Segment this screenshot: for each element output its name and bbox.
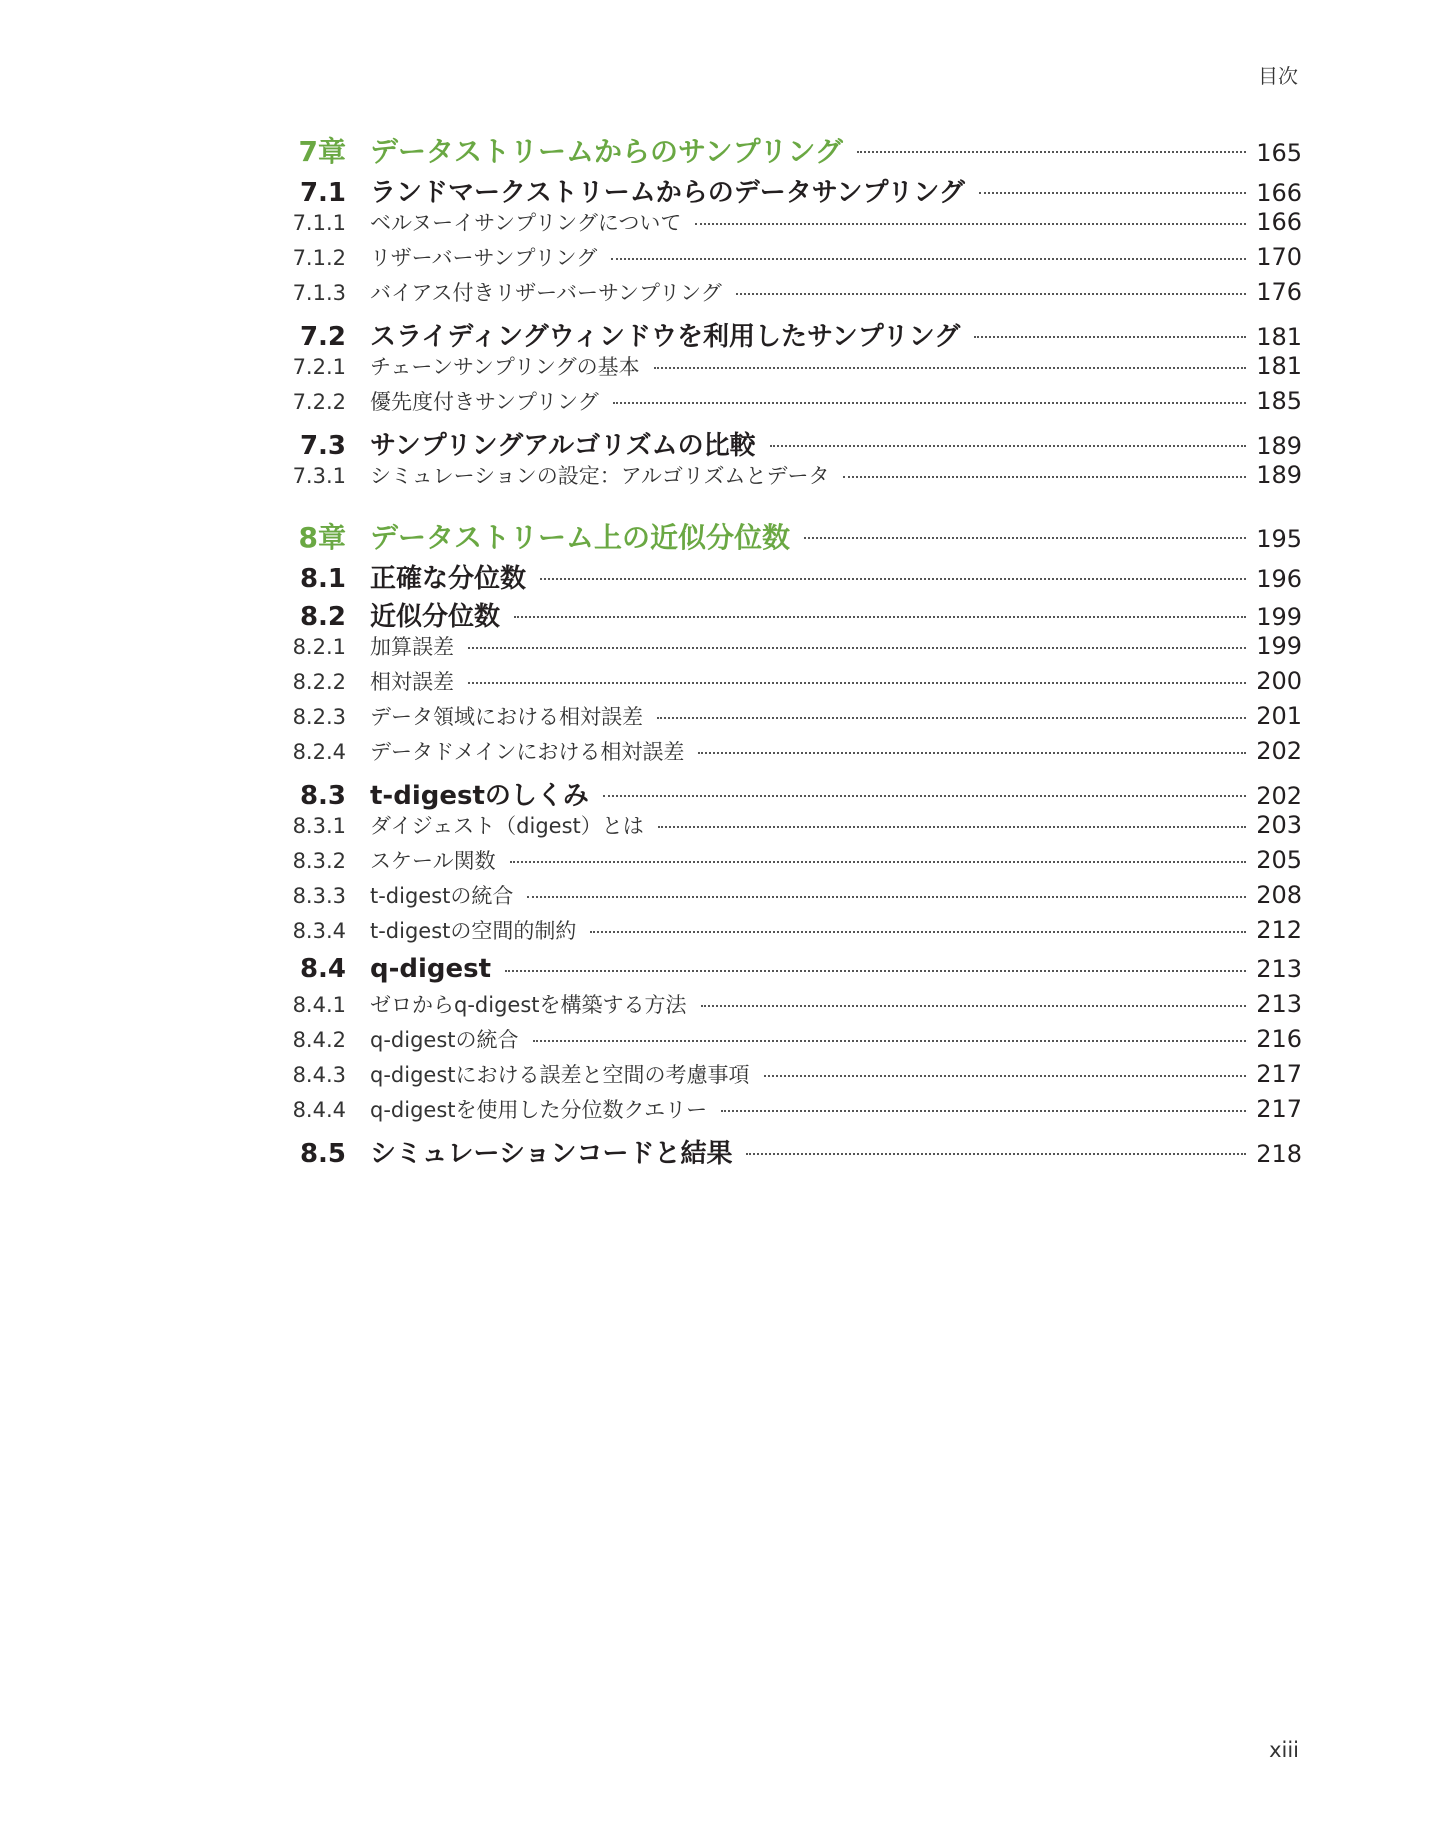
toc-number: 8.3.1 xyxy=(292,814,346,838)
dot-leader xyxy=(804,537,1246,539)
toc-subsection-row[interactable] xyxy=(290,1024,1302,1054)
toc-page-number: 189 xyxy=(1256,461,1302,489)
toc-section-row[interactable] xyxy=(290,596,1302,633)
toc-page-number: 189 xyxy=(1256,432,1302,460)
toc-section-row[interactable] xyxy=(290,425,1302,462)
dot-leader xyxy=(505,970,1246,972)
toc-number: 8.3.3 xyxy=(292,884,346,908)
toc-section-row[interactable] xyxy=(290,316,1302,353)
toc-page-number: 208 xyxy=(1256,881,1302,909)
toc-section-row[interactable] xyxy=(290,954,1302,984)
toc-page-number: 212 xyxy=(1256,916,1302,944)
toc-number: 7章 xyxy=(298,135,346,168)
toc-section-row[interactable] xyxy=(290,1133,1302,1170)
dot-leader xyxy=(611,258,1246,260)
dot-leader xyxy=(736,293,1246,295)
toc-title: バイアス付きリザーバーサンプリング xyxy=(370,281,722,305)
toc-page-number: 216 xyxy=(1256,1025,1302,1053)
toc-page-number: 202 xyxy=(1256,782,1302,810)
toc-title: ランドマークストリームからのデータサンプリング xyxy=(370,178,965,208)
toc-page-number: 181 xyxy=(1256,352,1302,380)
toc-page-number: 170 xyxy=(1256,243,1302,271)
toc-page-number: 199 xyxy=(1256,632,1302,660)
toc-number: 7.3 xyxy=(299,431,346,461)
toc-number: 8.2.2 xyxy=(292,670,346,694)
toc-number: 7.3.1 xyxy=(292,464,346,488)
toc-page-number: 176 xyxy=(1256,278,1302,306)
toc-subsection-row[interactable] xyxy=(290,666,1302,696)
dot-leader xyxy=(746,1153,1246,1155)
running-head: 目次 xyxy=(1258,64,1298,88)
toc-number: 8章 xyxy=(298,521,346,554)
toc-title: t-digestの空間的制約 xyxy=(370,919,577,943)
toc-page-number: 205 xyxy=(1256,846,1302,874)
toc-title: q-digestの統合 xyxy=(370,1028,519,1052)
toc-title: データストリーム上の近似分位数 xyxy=(370,521,791,554)
dot-leader xyxy=(468,682,1246,684)
toc-subsection-row[interactable] xyxy=(290,989,1302,1019)
toc-page-number: 195 xyxy=(1256,525,1302,553)
dot-leader xyxy=(701,1005,1247,1007)
toc-subsection-row[interactable] xyxy=(290,880,1302,910)
toc-number: 8.4.4 xyxy=(292,1098,346,1122)
toc-title: 加算誤差 xyxy=(370,635,454,659)
dot-leader xyxy=(603,795,1246,797)
toc-title: スライディングウィンドウを利用したサンプリング xyxy=(370,322,961,352)
dot-leader xyxy=(613,402,1246,404)
toc-title: データドメインにおける相対誤差 xyxy=(370,740,685,764)
page-number: xiii xyxy=(1269,1738,1299,1762)
toc-page-number: 199 xyxy=(1256,603,1302,631)
toc-section-row[interactable] xyxy=(290,172,1302,209)
dot-leader xyxy=(857,151,1246,153)
toc-title: シミュレーションの設定：アルゴリズムとデータ xyxy=(370,464,830,488)
dot-leader xyxy=(657,717,1246,719)
toc-number: 8.3.4 xyxy=(292,919,346,943)
dot-leader xyxy=(764,1075,1247,1077)
toc-subsection-row[interactable] xyxy=(290,460,1302,490)
dot-leader xyxy=(533,1040,1247,1042)
toc-subsection-row[interactable] xyxy=(290,1094,1302,1124)
toc-number: 7.2.1 xyxy=(292,355,346,379)
toc-title: ダイジェスト（digest）とは xyxy=(370,814,644,838)
toc-subsection-row[interactable] xyxy=(290,242,1302,272)
toc-number: 7.1.3 xyxy=(292,281,346,305)
toc-page-number: 218 xyxy=(1256,1140,1302,1168)
toc-subsection-row[interactable] xyxy=(290,386,1302,416)
toc-number: 7.1.1 xyxy=(292,211,346,235)
toc-number: 8.2.4 xyxy=(292,740,346,764)
toc-number: 8.4.3 xyxy=(292,1063,346,1087)
toc-title: t-digestの統合 xyxy=(370,884,514,908)
toc-page-number: 200 xyxy=(1256,667,1302,695)
toc-page-number: 217 xyxy=(1256,1095,1302,1123)
dot-leader xyxy=(654,367,1247,369)
toc-page-number: 196 xyxy=(1256,565,1302,593)
toc-title: 相対誤差 xyxy=(370,670,454,694)
toc-subsection-row[interactable] xyxy=(290,207,1302,237)
toc-title: q-digestにおける誤差と空間の考慮事項 xyxy=(370,1063,750,1087)
toc-subsection-row[interactable] xyxy=(290,736,1302,766)
dot-leader xyxy=(468,647,1246,649)
toc-page-number: 213 xyxy=(1256,955,1302,983)
toc-page-number: 201 xyxy=(1256,702,1302,730)
toc-number: 8.2.1 xyxy=(292,635,346,659)
toc-number: 8.4 xyxy=(299,954,346,984)
dot-leader xyxy=(698,752,1246,754)
toc-number: 8.1 xyxy=(299,564,346,594)
toc-page-number: 213 xyxy=(1256,990,1302,1018)
toc-number: 8.3 xyxy=(299,781,346,811)
toc-subsection-row[interactable] xyxy=(290,1059,1302,1089)
toc-subsection-row[interactable] xyxy=(290,351,1302,381)
toc-page-number: 165 xyxy=(1256,139,1302,167)
toc-section-row[interactable] xyxy=(290,558,1302,595)
dot-leader xyxy=(540,578,1246,580)
dot-leader xyxy=(974,336,1246,338)
dot-leader xyxy=(843,476,1246,478)
dot-leader xyxy=(590,931,1246,933)
toc-title: シミュレーションコードと結果 xyxy=(370,1139,733,1169)
toc-title: データストリームからのサンプリング xyxy=(370,135,843,168)
toc-page-number: 166 xyxy=(1256,179,1302,207)
toc-title: リザーバーサンプリング xyxy=(370,246,598,270)
toc-subsection-row[interactable] xyxy=(290,631,1302,661)
dot-leader xyxy=(721,1110,1246,1112)
toc-section-row[interactable] xyxy=(290,775,1302,812)
toc-title: q-digestを使用した分位数クエリー xyxy=(370,1098,708,1122)
dot-leader xyxy=(510,861,1247,863)
toc-title: t-digestのしくみ xyxy=(370,781,589,811)
toc-number: 7.1 xyxy=(299,178,346,208)
toc-number: 8.3.2 xyxy=(292,849,346,873)
toc-subsection-row[interactable] xyxy=(290,701,1302,731)
toc-title: サンプリングアルゴリズムの比較 xyxy=(370,431,756,461)
toc-number: 7.1.2 xyxy=(292,246,346,270)
dot-leader xyxy=(770,445,1247,447)
toc-title: データ領域における相対誤差 xyxy=(370,705,643,729)
toc-number: 8.4.1 xyxy=(292,993,346,1017)
toc-title: ゼロからq-digestを構築する方法 xyxy=(370,993,687,1017)
toc-title: q-digest xyxy=(370,954,492,984)
toc-number: 8.4.2 xyxy=(292,1028,346,1052)
toc-page-number: 202 xyxy=(1256,737,1302,765)
toc-number: 8.2.3 xyxy=(292,705,346,729)
toc-title: ベルヌーイサンプリングについて xyxy=(370,211,682,235)
dot-leader xyxy=(658,826,1246,828)
toc-page-number: 181 xyxy=(1256,323,1302,351)
toc-page-number: 217 xyxy=(1256,1060,1302,1088)
dot-leader xyxy=(527,896,1246,898)
toc-subsection-row[interactable] xyxy=(290,915,1302,945)
toc-number: 8.5 xyxy=(299,1139,346,1169)
toc-page-number: 185 xyxy=(1256,387,1302,415)
toc-title: 優先度付きサンプリング xyxy=(370,390,599,414)
dot-leader xyxy=(695,223,1246,225)
toc-title: 正確な分位数 xyxy=(370,564,527,594)
toc-page-number: 166 xyxy=(1256,208,1302,236)
toc-chapter-row[interactable] xyxy=(290,516,1302,556)
toc-title: チェーンサンプリングの基本 xyxy=(370,355,640,379)
toc-number: 7.2.2 xyxy=(292,390,346,414)
dot-leader xyxy=(979,192,1246,194)
toc-subsection-row[interactable] xyxy=(290,277,1302,307)
toc-number: 7.2 xyxy=(299,322,346,352)
toc-title: スケール関数 xyxy=(370,849,496,873)
toc-subsection-row[interactable] xyxy=(290,845,1302,875)
toc-number: 8.2 xyxy=(299,602,346,632)
toc-subsection-row[interactable] xyxy=(290,810,1302,840)
toc-page-number: 203 xyxy=(1256,811,1302,839)
dot-leader xyxy=(514,616,1246,618)
toc-title: 近似分位数 xyxy=(370,602,501,632)
toc-chapter-row[interactable] xyxy=(290,130,1302,170)
